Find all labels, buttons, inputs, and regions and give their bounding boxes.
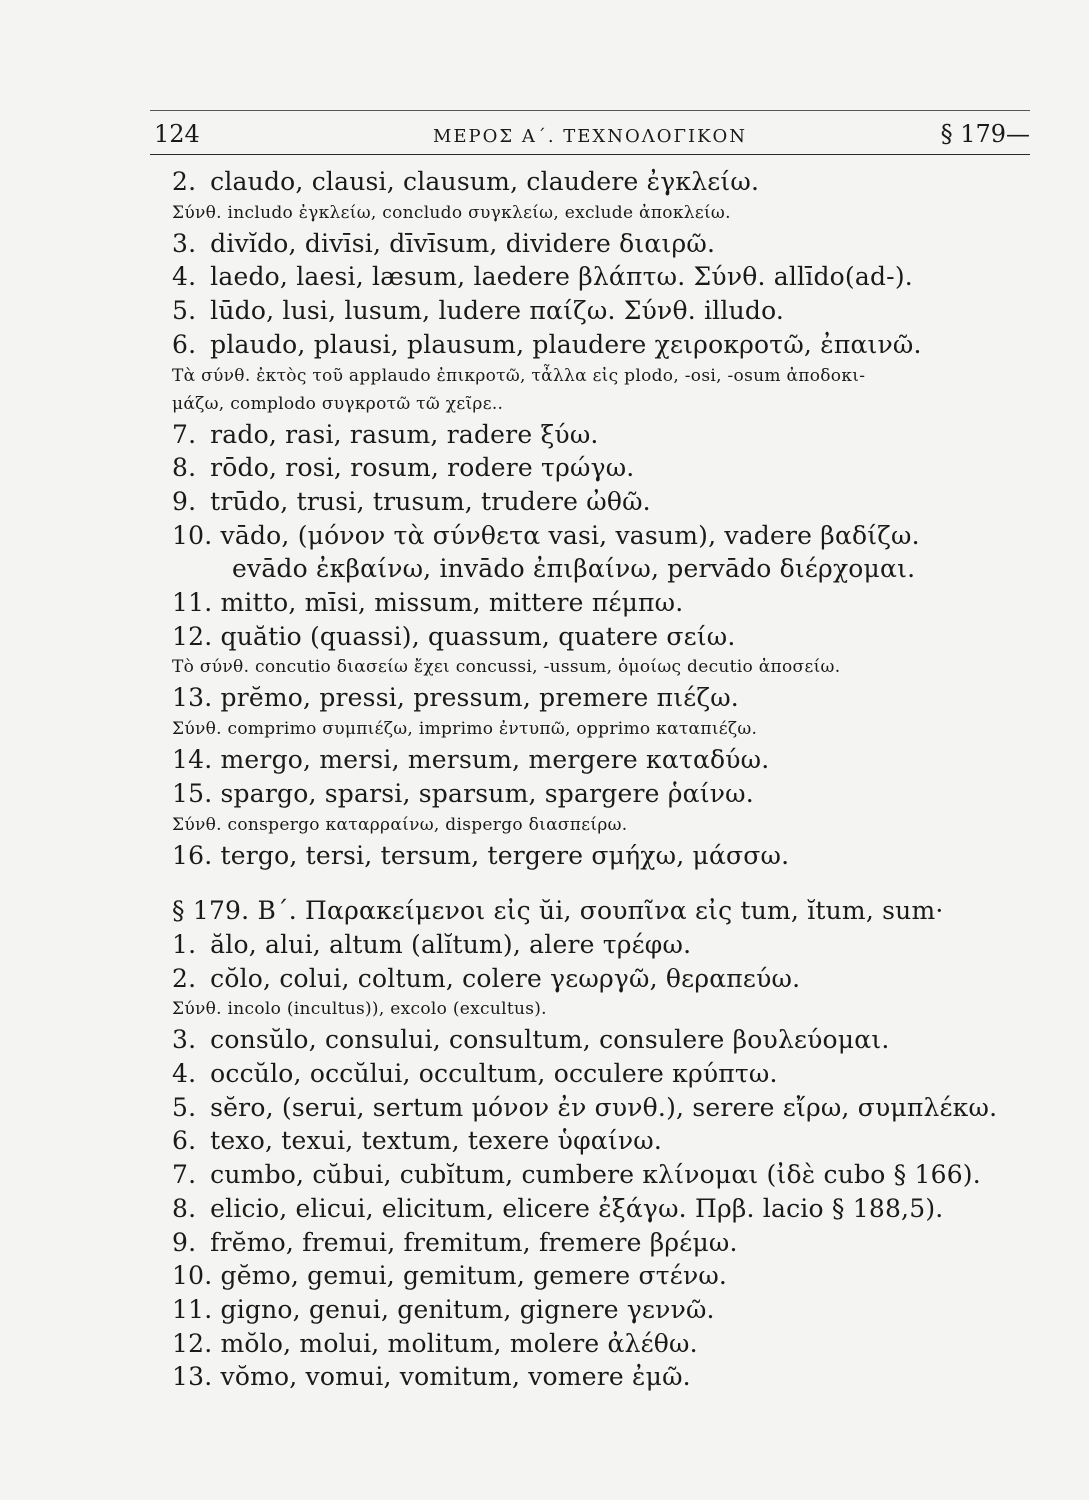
entry-text: consŭlo, consului, consultum, consulere βουλεύομαι. [210, 1025, 890, 1055]
entry-text: elicio, elicui, elicitum, elicere ἐξάγω. Πρβ. lacio § 188,5). [210, 1193, 944, 1223]
section-reference: § 179— [940, 120, 1030, 148]
entry-text: prĕmo, pressi, pressum, premere πιέζω. [220, 683, 739, 713]
entry-number: 3. [172, 1025, 197, 1055]
entry-line [172, 1158, 1022, 1192]
entry-number: 5. [172, 1092, 197, 1122]
entry-line [172, 620, 1022, 654]
entry-number: § 179. [172, 896, 250, 926]
entry-text: Σύνθ. conspergo καταρραίνω, dispergo διασπείρω. [172, 814, 628, 835]
entry-number: 13. [172, 683, 213, 713]
entry-line [172, 681, 1022, 715]
entry-text: gĕmo, gemui, gemitum, gemere στένω. [220, 1261, 728, 1291]
entry-number: 6. [172, 1126, 197, 1156]
entry-text: divĭdo, divīsi, dīvīsum, dividere διαιρῶ. [210, 228, 716, 258]
entry-line [172, 552, 1022, 586]
entry-number: 12. [172, 621, 213, 651]
entry-text: evādo ἐκβαίνω, invādo ἐπιβαίνω, pervādo διέρχομαι. [232, 554, 916, 584]
entry-text: cŏlo, colui, coltum, colere γεωργῶ, θεραπεύω. [210, 963, 801, 993]
entry-number: 14. [172, 745, 213, 775]
entry-text: rōdo, rosi, rosum, rodere τρώγω. [210, 453, 635, 483]
entry-text: Σύνθ. comprimo συμπιέζω, imprimo ἐντυπῶ, opprimo καταπιέζω. [172, 719, 758, 740]
entry-text: vŏmo, vomui, vomitum, vomere ἐμῶ. [220, 1362, 691, 1392]
entry-line [172, 586, 1022, 620]
entry-line [172, 1023, 1022, 1057]
entry-text: mitto, mīsi, missum, mittere πέμπω. [220, 588, 684, 618]
entry-number: 4. [172, 1059, 197, 1089]
entry-text: ălo, alui, altum (alĭtum), alere τρέφω. [210, 929, 692, 959]
entry-text: occŭlo, occŭlui, occultum, occulere κρύπτω. [210, 1059, 778, 1089]
entry-text: μάζω, complodo συγκροτῶ τῶ χεῖρε.. [172, 393, 504, 414]
entry-number: 10. [172, 1261, 213, 1291]
entry-line [172, 418, 1022, 452]
entry-text: frĕmo, fremui, fremitum, fremere βρέμω. [210, 1227, 738, 1257]
entry-number: 5. [172, 296, 197, 326]
entry-line [172, 962, 1022, 996]
entry-number: 15. [172, 778, 213, 808]
entry-number: 6. [172, 329, 197, 359]
entry-number: 7. [172, 419, 197, 449]
entry-number: 1. [172, 929, 197, 959]
entry-line [172, 1091, 1022, 1125]
entry-line [172, 1124, 1022, 1158]
entry-text: cumbo, cŭbui, cubĭtum, cumbere κλίνομαι (ἰδὲ cubo § 166). [210, 1160, 981, 1190]
note-line [172, 362, 1022, 390]
entry-number: 8. [172, 453, 197, 483]
entry-line [172, 451, 1022, 485]
entry-text: Σύνθ. includo ἐγκλείω, concludo συγκλείω, exclude ἀποκλείω. [172, 202, 731, 223]
entry-number: 16. [172, 840, 213, 870]
entry-text: lūdo, lusi, lusum, ludere παίζω. Σύνθ. illudo. [210, 296, 785, 326]
entry-line [172, 839, 1022, 873]
entry-line [172, 1192, 1022, 1226]
note-line [172, 390, 1022, 418]
entry-text: spargo, sparsi, sparsum, spargere ῥαίνω. [220, 778, 754, 808]
entry-text: laedo, laesi, læsum, laedere βλάπτω. Σύνθ. allīdo(ad-). [210, 262, 913, 292]
entry-text: mergo, mersi, mersum, mergere καταδύω. [220, 745, 770, 775]
entry-number: 10. [172, 520, 213, 550]
entry-text: rado, rasi, rasum, radere ξύω. [210, 419, 599, 449]
entry-line [172, 928, 1022, 962]
entry-text: Σύνθ. incolo (incultus)), excolo (excultus). [172, 999, 547, 1020]
entry-number: 3. [172, 228, 197, 258]
entry-text: trūdo, trusi, trusum, trudere ὠθῶ. [210, 486, 651, 516]
entry-line [172, 519, 1022, 553]
entry-line [172, 1226, 1022, 1260]
entry-number: 8. [172, 1193, 197, 1223]
entry-text: plaudo, plausi, plausum, plaudere χειροκροτῶ, ἐπαινῶ. [210, 329, 922, 359]
entry-line [172, 1327, 1022, 1361]
entry-line [172, 1057, 1022, 1091]
entry-number: 7. [172, 1160, 197, 1190]
entry-text: quătio (quassi), quassum, quatere σείω. [220, 621, 736, 651]
entry-number: 2. [172, 963, 197, 993]
note-line [172, 995, 1022, 1023]
entry-text: vādo, (μόνον τὰ σύνθετα vasi, vasum), vadere βαδίζω. [220, 520, 920, 550]
entry-text: mŏlo, molui, molitum, molere ἀλέθω. [220, 1328, 698, 1358]
entry-line [172, 227, 1022, 261]
page-header [150, 118, 1030, 155]
entry-text: gigno, genui, genitum, gignere γεννῶ. [220, 1294, 715, 1324]
entry-line [172, 777, 1022, 811]
entry-text: sĕro, (serui, sertum μόνον ἐν συνθ.), serere εἴρω, συμπλέκω. [210, 1092, 998, 1122]
entry-number: 4. [172, 262, 197, 292]
entry-line [172, 294, 1022, 328]
entry-text: claudo, clausi, clausum, claudere ἐγκλείω. [210, 167, 760, 196]
entry-line [172, 743, 1022, 777]
entry-line [172, 485, 1022, 519]
entry-number: 12. [172, 1328, 213, 1358]
entry-number: 13. [172, 1362, 213, 1392]
entry-line [172, 328, 1022, 362]
entry-number: 9. [172, 1227, 197, 1257]
note-line [172, 653, 1022, 681]
running-title: ΜΕΡΟΣ Α΄. ΤΕΧΝΟΛΟΓΙΚΟΝ [432, 126, 748, 147]
note-line [172, 199, 1022, 227]
entry-number: 11. [172, 1294, 213, 1324]
entry-number: 11. [172, 588, 213, 618]
note-line [172, 811, 1022, 839]
entry-text: Τὰ σύνθ. ἐκτὸς τοῦ applaudo ἐπικροτῶ, τἆλλα εἰς plodo, -osi, -osum ἀποδοκι- [172, 365, 866, 386]
entry-text: Β΄. Παρακείμενοι εἰς ŭi, σουπῖνα εἰς tum, ĭtum, sum· [257, 896, 944, 926]
note-line [172, 715, 1022, 743]
entry-line [172, 260, 1022, 294]
page-number: 124 [154, 120, 200, 148]
entry-line [172, 1293, 1022, 1327]
entry-text: texo, texui, textum, texere ὑφαίνω. [210, 1126, 663, 1156]
entry-line [172, 165, 1022, 199]
page-body [172, 165, 1022, 1394]
entry-number: 9. [172, 486, 197, 516]
entry-line [172, 1360, 1022, 1394]
entry-line [172, 894, 1022, 928]
entry-number: 2. [172, 167, 197, 196]
entry-text: tergo, tersi, tersum, tergere σμήχω, μάσσω. [220, 840, 790, 870]
entry-text: Τὸ σύνθ. concutio διασείω ἔχει concussi, -ussum, ὁμοίως decutio ἀποσείω. [172, 657, 841, 678]
entry-line [172, 1259, 1022, 1293]
